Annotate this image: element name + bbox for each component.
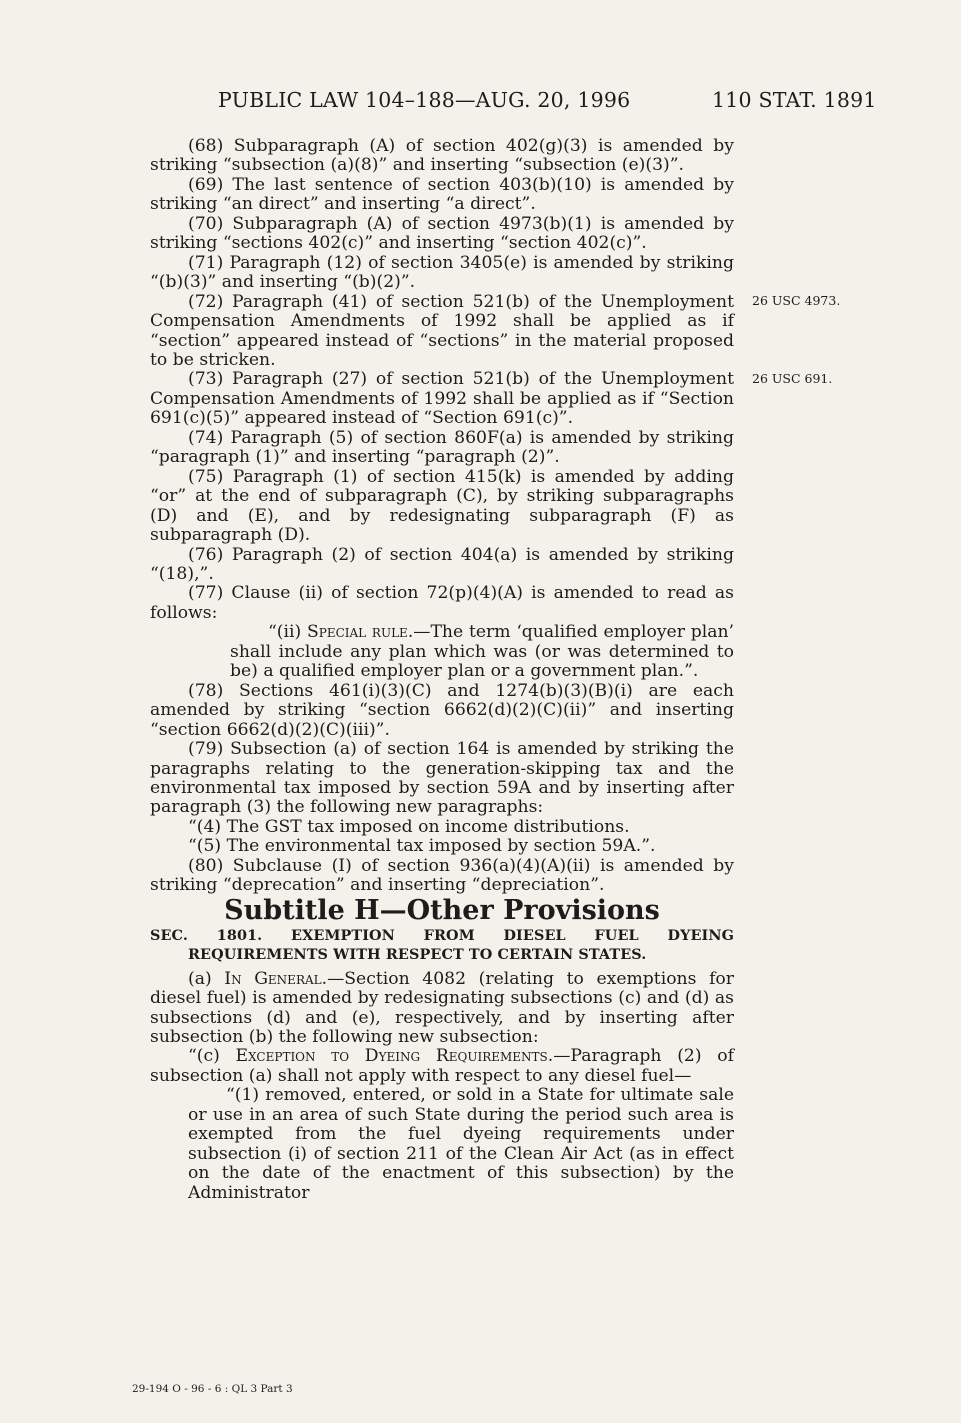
paragraph: (78) Sections 461(i)(3)(C) and 1274(b)(3)(B)(i) are each amended by striking “section 6662(d)(2)(C)(ii)” and inserting “section 6662(d)(2)(C)(iii)”.	[150, 680, 734, 740]
running-head: PUBLIC LAW 104–188—AUG. 20, 1996	[218, 88, 631, 112]
paragraph: (77) Clause (ii) of section 72(p)(4)(A) is amended to read as follows:	[150, 583, 734, 623]
text-column	[150, 137, 734, 1203]
subtitle-heading: Subtitle H—Other Provisions	[224, 894, 660, 926]
quoted-paragraph: “(1) removed, entered, or sold in a State for ultimate sale or use in an area of such State during the period such area is exempted from the fuel dyeing requirements under subsection (i) of section 211 of the Clean Air Act (as in effect on the date of the enactment of this subsection) by the Administrator	[188, 1085, 734, 1203]
margin-note: 26 USC 4973.	[752, 293, 841, 308]
subsection-heading: In General	[224, 968, 322, 989]
page-number: 110 STAT. 1891	[712, 88, 877, 112]
paragraph: (70) Subparagraph (A) of section 4973(b)(1) is amended by striking “sections 402(c)” and inserting “section 402(c)”.	[150, 213, 734, 254]
paragraph: (69) The last sentence of section 403(b)(10) is amended by striking “an direct” and inserting “a direct”.	[150, 174, 734, 215]
margin-note: 26 USC 691.	[752, 371, 833, 386]
paragraph: (a) In General.—Section 4082 (relating to exemptions for diesel fuel) is amended by redesignating subsections (c) and (d) as subsections (d) and (e), respectively, and by inserting after subsection (b) the following new subsection:	[150, 968, 734, 1048]
paragraph: (68) Subparagraph (A) of section 402(g)(3) is amended by striking “subsection (a)(8)” and inserting “subsection (e)(3)”.	[150, 136, 734, 176]
section-heading: SEC. 1801. EXEMPTION FROM DIESEL FUEL DYEING REQUIREMENTS WITH RESPECT TO CERTAIN STATES.	[150, 926, 734, 963]
paragraph: (76) Paragraph (2) of section 404(a) is amended by striking “(18),”.	[150, 544, 734, 584]
print-code: 29-194 O - 96 - 6 : QL 3 Part 3	[132, 1383, 293, 1395]
paragraph: (71) Paragraph (12) of section 3405(e) is amended by striking “(b)(3)” and inserting “(b)(2)”.	[150, 252, 734, 293]
paragraph: (74) Paragraph (5) of section 860F(a) is amended by striking “paragraph (1)” and inserting “paragraph (2)”.	[150, 427, 734, 468]
paragraph: “(c) Exception to Dyeing Requirements.—Paragraph (2) of subsection (a) shall not apply with respect to any diesel fuel—	[150, 1046, 734, 1086]
paragraph: “(4) The GST tax imposed on income distributions.	[188, 816, 630, 837]
paragraph: (72) Paragraph (41) of section 521(b) of the Unemployment Compensation Amendments of 1992 shall be applied as if “section” appeared instead of “sections” in the material proposed to be stricken.	[150, 291, 734, 370]
subsection-heading: Exception to Dyeing Requirements	[235, 1046, 548, 1067]
quoted-clause: “(ii) Special rule.—The term ‘qualified employer plan’ shall include any plan which was (or was determined to be) a qualified employer plan or a government plan.”.	[230, 622, 734, 682]
paragraph: “(5) The environmental tax imposed by section 59A.”.	[188, 836, 656, 857]
paragraph: (80) Subclause (I) of section 936(a)(4)(A)(ii) is amended by striking “deprecation” and inserting “depreciation”.	[150, 855, 734, 896]
paragraph: (73) Paragraph (27) of section 521(b) of the Unemployment Compensation Amendments of 1992 shall be applied as if “Section 691(c)(5)” appeared instead of “Section 691(c)”.	[150, 369, 734, 429]
paragraph: (79) Subsection (a) of section 164 is amended by striking the paragraphs relating to the generation-skipping tax and the environmental tax imposed by section 59A and by inserting after paragraph (3) the following new paragraphs:	[150, 739, 734, 818]
paragraph: (75) Paragraph (1) of section 415(k) is amended by adding “or” at the end of subparagraph (C), by striking subparagraphs (D) and (E), and by redesignating subparagraph (F) as subparagraph (D).	[150, 466, 734, 546]
clause-heading: Special rule	[306, 622, 408, 643]
